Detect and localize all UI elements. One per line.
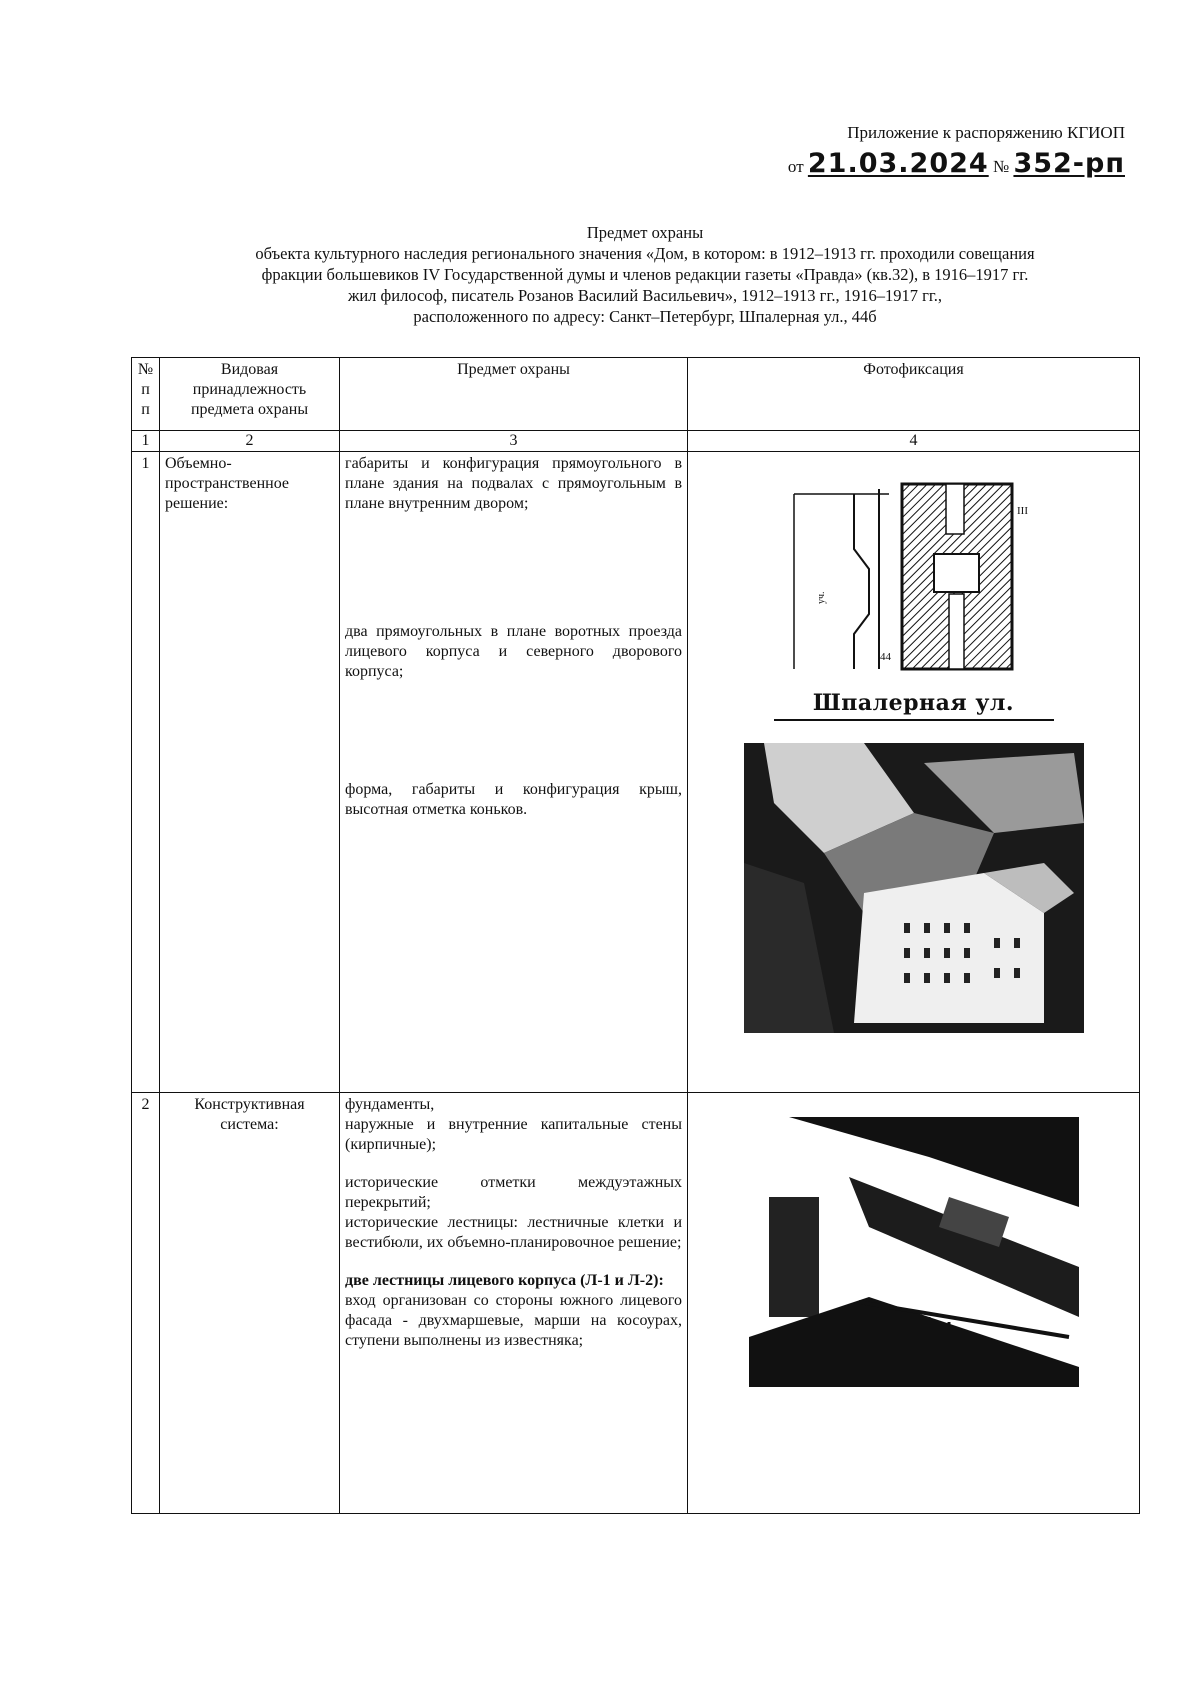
subject-item: фундаменты, xyxy=(345,1096,435,1113)
title-heading: Предмет охраны xyxy=(586,223,704,242)
title-line-1: объекта культурного наследия регионального значения «Дом, в котором: в 1912–1913 гг. проходили совещания xyxy=(255,244,1035,263)
svg-text:44: 44 xyxy=(879,651,891,663)
subject-item: наружные и внутренние капитальные стены (кирпичные); xyxy=(345,1116,682,1153)
table-header-row xyxy=(132,358,1140,431)
table-row xyxy=(132,1093,1140,1514)
subject-item: исторические отметки междуэтажных перекрытий; xyxy=(345,1174,682,1211)
subject-item xyxy=(345,1271,682,1291)
title-line-3: жил философ, писатель Розанов Василий Васильевич», 1912–1913 гг., 1916–1917 гг., xyxy=(347,286,943,305)
subject-item: два прямоугольных в плане воротных проезда лицевого корпуса и северного дворового корпуса; xyxy=(345,623,682,680)
protection-subject-table xyxy=(131,357,1140,1514)
order-number-label: № xyxy=(992,157,1010,176)
row-number: 1 xyxy=(132,452,160,1093)
order-number: 352-рп xyxy=(1013,148,1125,179)
row-category: Конструктивная система: xyxy=(160,1093,340,1514)
header-photo: Фотофиксация xyxy=(688,358,1140,431)
site-plan-image xyxy=(784,474,1044,679)
header-subject: Предмет охраны xyxy=(340,358,688,431)
table-row xyxy=(132,452,1140,1093)
order-date: 21.03.2024 xyxy=(807,148,989,179)
column-index: 2 xyxy=(160,431,340,452)
row-subject xyxy=(340,452,688,1093)
column-index-row xyxy=(132,431,1140,452)
subject-item: форма, габариты и конфигурация крыш, высотная отметка коньков. xyxy=(345,781,682,818)
row-category: Объемно-пространственное решение: xyxy=(160,452,340,1093)
svg-text:уч.: уч. xyxy=(815,591,827,604)
document-header xyxy=(788,122,1125,181)
street-label: Шпалерная ул. xyxy=(812,690,1015,716)
subject-item: вход организован со стороны южного лицевого фасада - двухмаршевые, марши на косоурах, ступени выполнены из известняка; xyxy=(345,1292,682,1349)
subject-item: габариты и конфигурация прямоугольного в плане здания на подвалах с прямоугольным в плане внутренним двором; xyxy=(345,455,682,512)
stairs-heading: две лестницы лицевого корпуса (Л-1 и Л-2): xyxy=(345,1272,664,1289)
row-subject xyxy=(340,1093,688,1514)
column-index: 1 xyxy=(132,431,160,452)
header-num: № п п xyxy=(132,358,160,431)
appendix-text: Приложение к распоряжению КГИОП xyxy=(847,123,1125,142)
staircase-photo-image xyxy=(749,1117,1079,1387)
subject-item: исторические лестницы: лестничные клетки и вестибюли, их объемно-планировочное решение; xyxy=(345,1214,682,1251)
row-photo xyxy=(688,452,1140,1093)
row-number: 2 xyxy=(132,1093,160,1514)
title-line-2: фракции большевиков IV Государственной думы и членов редакции газеты «Правда» (кв.32), в 1916–1917 гг. xyxy=(261,265,1029,284)
column-index: 4 xyxy=(688,431,1140,452)
order-prefix: от xyxy=(787,157,804,176)
street-line xyxy=(774,719,1054,721)
document-title xyxy=(145,222,1145,327)
row-photo xyxy=(688,1093,1140,1514)
order-reference xyxy=(788,150,1125,181)
header-category: Видовая принадлежность предмета охраны xyxy=(160,358,340,431)
aerial-photo-image xyxy=(744,743,1084,1033)
title-line-4: расположенного по адресу: Санкт–Петербург, Шпалерная ул., 44б xyxy=(413,307,877,326)
column-index: 3 xyxy=(340,431,688,452)
svg-text:III: III xyxy=(1016,505,1028,517)
